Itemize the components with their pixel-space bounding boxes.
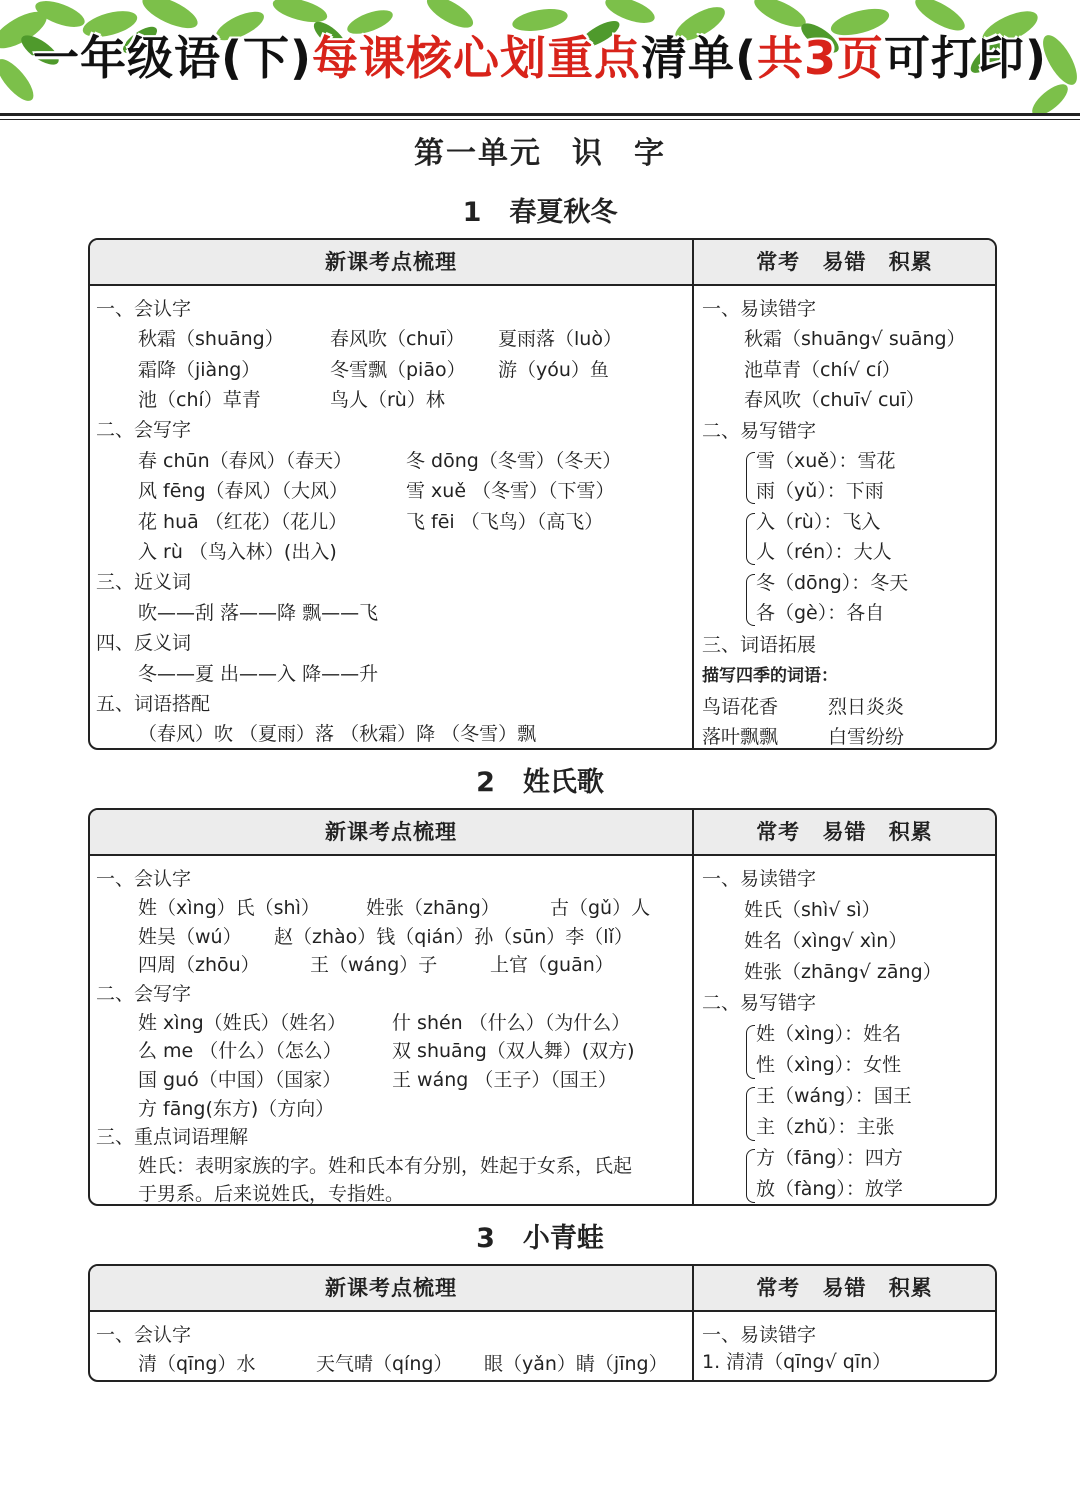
header-rule [0, 119, 1080, 120]
section-heading: 五、词语搭配 [96, 693, 211, 715]
list-item: 冬 dōng（冬雪）（冬天） [406, 450, 622, 472]
section-heading: 二、易写错字 [702, 420, 817, 442]
list-item: 春 chūn（春风）（春天） [138, 450, 353, 472]
unit-title [0, 128, 1080, 172]
section-heading: 一、易读错字 [702, 1324, 817, 1346]
list-item: 王（wáng）：国王 [756, 1085, 912, 1107]
col-header-right: 常考 易错 积累 [756, 820, 933, 844]
col-header-left: 新课考点梳理 [325, 1276, 457, 1300]
sub-heading: 描写四季的词语： [702, 666, 838, 686]
unit-title-c: 字 [634, 136, 666, 171]
list-item: 落叶飘飘 [702, 726, 779, 748]
list-item: 么 me （什么）（怎么） [138, 1040, 342, 1062]
section-heading: 一、会认字 [96, 868, 192, 890]
section-heading: 四、反义词 [96, 632, 192, 654]
list-item: （春风）吹 （夏雨）落 （秋霜）降 （冬雪）飘 [138, 723, 537, 745]
column-divider [692, 810, 694, 1204]
column-divider [692, 240, 694, 748]
header-rule [0, 113, 1080, 116]
list-item: 眼（yǎn）睛（jīng） [484, 1353, 668, 1375]
brace [746, 574, 755, 626]
list-item: 方 fāng(东方)（方向） [138, 1098, 335, 1120]
lesson-box [88, 1264, 997, 1382]
lesson-name: 姓氏歌 [522, 767, 604, 798]
list-item: 性（xìng）：女性 [756, 1054, 902, 1076]
list-item: 入 rù （鸟入林）(出入) [138, 541, 337, 563]
list-item: 入（rù）：飞入 [756, 511, 881, 533]
section-heading: 三、重点词语理解 [96, 1126, 249, 1148]
page-banner-title [0, 22, 1080, 88]
list-item: 春风吹（chuī√ cuī） [744, 389, 925, 411]
banner-part: 每课核心划重点 [311, 31, 641, 85]
lesson-number: 2 [476, 767, 495, 798]
brace [746, 1149, 755, 1203]
section-heading: 一、易读错字 [702, 868, 817, 890]
unit-title-a: 第一单元 [414, 136, 542, 171]
list-item: 古（gǔ）人 [550, 897, 651, 919]
list-item: 风 fēng（春风）（大风） [138, 480, 349, 502]
section-heading: 三、近义词 [96, 571, 192, 593]
brace [746, 452, 755, 504]
box-header [90, 810, 995, 856]
banner-part: 清单( [640, 31, 758, 85]
col-header-right: 常考 易错 积累 [756, 1276, 933, 1300]
list-item: 姓（xìng）：姓名 [756, 1023, 902, 1045]
list-item: 冬——夏 出——入 降——升 [138, 663, 379, 685]
list-item: 赵（zhào）钱（qián）孙（sūn）李（lǐ） [274, 926, 633, 948]
list-item: 姓名（xìng√ xìn） [744, 930, 908, 952]
list-item: 清（qīng）水 [138, 1353, 256, 1375]
lesson-title [0, 190, 1080, 229]
list-item: 池（chí）草青 [138, 389, 261, 411]
lesson-name: 春夏秋冬 [509, 197, 618, 228]
list-item: 池草青（chí√ cí） [744, 359, 901, 381]
list-item: 冬雪飘（piāo） [330, 359, 466, 381]
list-item: 姓张（zhāng√ zāng） [744, 961, 942, 983]
list-item: 姓张（zhāng） [366, 897, 500, 919]
list-item: 春风吹（chuī） [330, 328, 465, 350]
list-item: 上官（guān） [490, 954, 614, 976]
unit-title-b: 识 [572, 136, 604, 171]
section-heading: 二、易写错字 [702, 992, 817, 1014]
lesson-number: 1 [462, 197, 482, 228]
list-item: 吹——刮 落——降 飘——飞 [138, 602, 379, 624]
list-item: 秋霜（shuāng√ suāng） [744, 328, 966, 350]
list-item: 飞 fēi （飞鸟）（高飞） [406, 511, 604, 533]
list-item: 四周（zhōu） [138, 954, 260, 976]
list-item: 王（wáng）子 [310, 954, 438, 976]
list-item: 王 wáng （王子）（国王） [392, 1069, 617, 1091]
list-item: 秋霜（shuāng） [138, 328, 284, 350]
brace [746, 513, 755, 565]
list-item: 什 shén （什么）（为什么） [392, 1012, 631, 1034]
lesson-name: 小青蛙 [522, 1223, 604, 1254]
brace [746, 1087, 755, 1141]
section-heading: 二、会写字 [96, 983, 192, 1005]
list-item: 白雪纷纷 [828, 726, 905, 748]
section-heading: 一、易读错字 [702, 298, 817, 320]
list-item: 方（fāng）：四方 [756, 1147, 903, 1169]
list-item: 冬（dōng）：冬天 [756, 572, 909, 594]
banner-part: 一年级语(下) [32, 31, 312, 85]
list-item: 国 guó（中国）（国家） [138, 1069, 342, 1091]
list-item: 霜降（jiàng） [138, 359, 261, 381]
banner-part: 可打印) [884, 31, 1048, 85]
list-item: 姓（xìng）氏（shì） [138, 897, 320, 919]
box-header [90, 240, 995, 286]
lesson-title [0, 760, 1080, 799]
section-heading: 一、会认字 [96, 1324, 192, 1346]
list-item: 双 shuāng（双人舞）(双方) [392, 1040, 635, 1062]
list-item: 人（rén）：大人 [756, 541, 892, 563]
lesson-box [88, 808, 997, 1206]
list-item: 各（gè）：各自 [756, 602, 885, 624]
col-header-left: 新课考点梳理 [325, 250, 457, 274]
brace [746, 1025, 755, 1079]
list-item: 烈日炎炎 [828, 696, 905, 718]
list-item: 雪（xuě）：雪花 [756, 450, 896, 472]
list-item: 姓氏（shì√ sì） [744, 899, 881, 921]
list-item: 鸟语花香 [702, 696, 779, 718]
list-item: 放（fàng）：放学 [756, 1178, 903, 1200]
list-item: 雪 xuě （冬雪）（下雪） [406, 480, 615, 502]
banner-part: 共3页 [757, 31, 885, 85]
list-item: 鸟人（rù）林 [330, 389, 445, 411]
list-item: 1. 清清（qīng√ qīn） [702, 1351, 892, 1373]
col-header-right: 常考 易错 积累 [756, 250, 933, 274]
paragraph-line: 姓氏：表明家族的字。姓和氏本有分别，姓起于女系，氏起 [138, 1155, 633, 1177]
lesson-number: 3 [476, 1223, 495, 1254]
section-heading: 三、词语拓展 [702, 634, 817, 656]
column-divider [692, 1266, 694, 1380]
paragraph-line: 于男系。后来说姓氏，专指姓。 [138, 1183, 405, 1205]
list-item: 主（zhǔ）：主张 [756, 1116, 895, 1138]
lesson-title [0, 1216, 1080, 1255]
list-item: 游（yóu）鱼 [498, 359, 609, 381]
list-item: 雨（yǔ）：下雨 [756, 480, 884, 502]
list-item: 姓吴（wú） [138, 926, 242, 948]
list-item: 天气晴（qíng） [316, 1353, 453, 1375]
col-header-left: 新课考点梳理 [325, 820, 457, 844]
lesson-box [88, 238, 997, 750]
section-heading: 二、会写字 [96, 419, 192, 441]
list-item: 姓 xìng（姓氏）（姓名） [138, 1012, 347, 1034]
section-heading: 一、会认字 [96, 298, 192, 320]
box-header [90, 1266, 995, 1312]
list-item: 花 huā （红花）（花儿） [138, 511, 348, 533]
list-item: 夏雨落（luò） [498, 328, 622, 350]
